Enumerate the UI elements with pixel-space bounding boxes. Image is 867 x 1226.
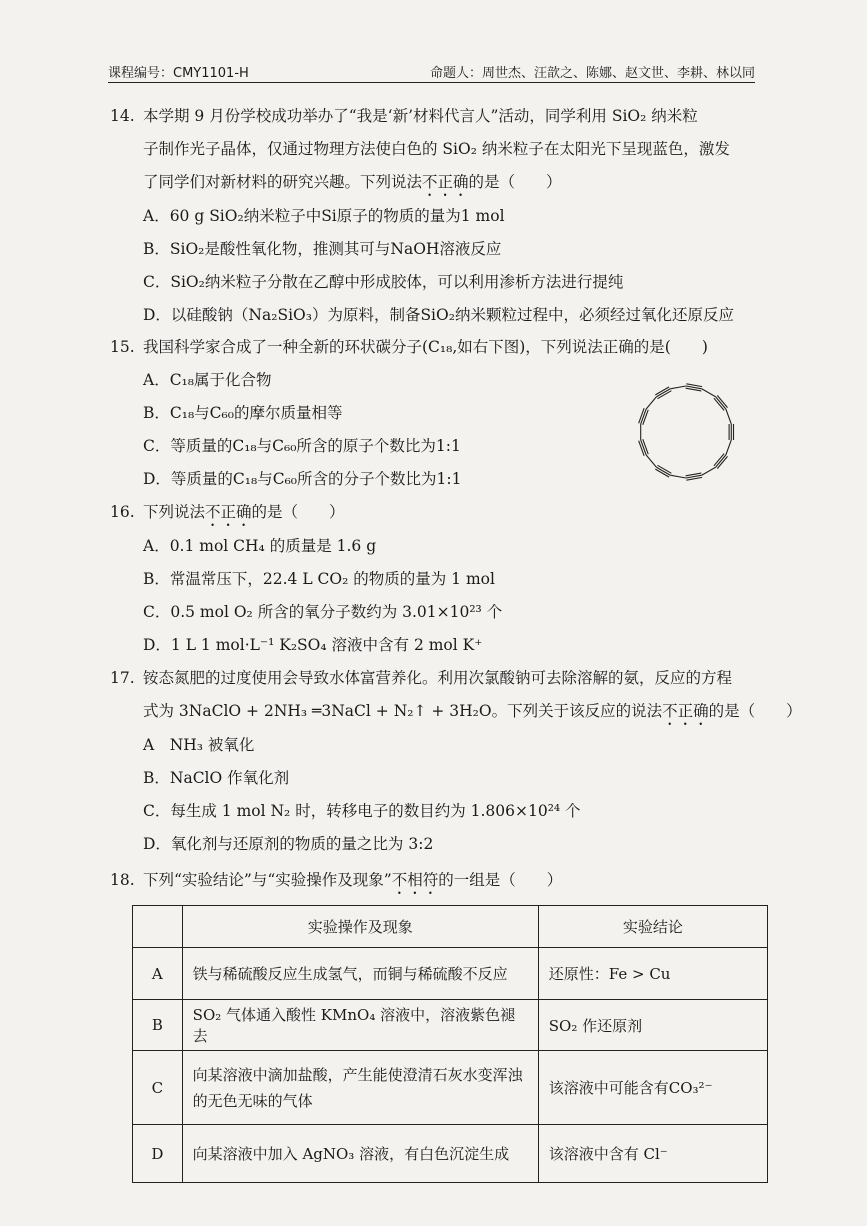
q15-stem: 我国科学家合成了一种全新的环状碳分子(C₁₈,如右下图)，下列说法正确的是( ) [143,338,708,356]
row-label: D [133,1125,183,1183]
emphasis-text: 不正确 [662,702,709,720]
option-b: B．C₁₈与C₆₀的摩尔质量相等 [143,404,343,422]
c18-ring-diagram [632,378,740,486]
table-header-row [133,906,768,948]
q16-stem: 下列说法 [143,503,206,521]
emphasis-text: 不正确 [205,503,252,521]
q17-line2: 式为 3NaClO + 2NH₃ ═3NaCl + N₂↑ + 3H₂O。下列关于该反应的说法 [143,702,663,720]
q14-line1: 本学期 9 月份学校成功举办了“我是‘新’材料代言人”活动，同学利用 SiO₂ 纳米粒 [143,107,698,125]
option-d: D．氧化剂与还原剂的物质的量之比为 3:2 [143,835,434,853]
option-b: B．NaClO 作氧化剂 [143,769,290,787]
option-c: C．每生成 1 mol N₂ 时，转移电子的数目约为 1.806×10²⁴ 个 [143,802,581,820]
question-number: 14. [110,107,135,125]
bond-line [717,456,727,468]
question-14 [110,100,770,332]
answer-blank: 的一组是（ ） [438,871,563,889]
emphasis-text: 不正确 [422,173,469,191]
table-row [133,948,768,1000]
option-d: D．1 L 1 mol·L⁻¹ K₂SO₄ 溶液中含有 2 mol K⁺ [143,636,483,654]
authors: 命题人：周世杰、汪歆之、陈娜、赵文世、李耕、林以同 [429,66,755,81]
course-code: 课程编号：CMY1101-H [108,66,249,81]
table-cell: 该溶液中可能含有CO₃²⁻ [538,1051,767,1125]
bond-line [702,467,716,475]
row-label: C [133,1051,183,1125]
table-cell: 向某溶液中加入 AgNO₃ 溶液，有白色沉淀生成 [182,1125,538,1183]
bond-line [717,395,727,407]
table-row [133,1000,768,1051]
bond-line [670,386,686,389]
option-a: A．60 g SiO₂纳米粒子中Si原子的物质的量为1 mol [143,207,505,225]
question-number: 15. [110,338,135,356]
option-a: A．C₁₈属于化合物 [143,371,272,389]
bond-line [714,398,724,410]
table-row [133,1125,768,1183]
option-d: D．等质量的C₁₈与C₆₀所含的分子个数比为1:1 [143,470,462,488]
table-cell: 该溶液中含有 Cl⁻ [538,1125,767,1183]
row-label: A [133,948,183,1000]
question-number: 17. [110,669,135,687]
bond-line [716,455,726,467]
question-17 [110,662,802,861]
table-header-cell: 实验操作及现象 [182,906,538,948]
bond-line [726,409,731,424]
table-cell: 还原性：Fe > Cu [538,948,767,1000]
emphasis-text: 不相符 [391,871,439,889]
option-c: C．等质量的C₁₈与C₆₀所含的原子个数比为1:1 [143,437,461,455]
option-c: C．SiO₂纳米粒子分散在乙醇中形成胶体，可以利用渗析方法进行提纯 [143,273,624,291]
bond-line [714,454,724,466]
q17-line1: 铵态氮肥的过度使用会导致水体富营养化。利用次氯酸钠可去除溶解的氨，反应的方程 [143,669,733,687]
option-a: A．0.1 mol CH₄ 的质量是 1.6 g [143,537,377,555]
option-a: A NH₃ 被氧化 [143,736,255,754]
answer-blank: 的是（ ） [251,503,345,521]
q18-stem: 下列“实验结论”与“实验操作及现象” [143,871,392,889]
page-header [108,60,755,83]
table-cell: SO₂ 作还原剂 [538,1000,767,1051]
bond-line [670,475,686,478]
table-cell: 铁与稀硫酸反应生成氢气，而铜与稀硫酸不反应 [182,948,538,1000]
table-cell: SO₂ 气体通入酸性 KMnO₄ 溶液中，溶液紫色褪去 [182,1000,538,1051]
table-row [133,1051,768,1125]
option-b: B．SiO₂是酸性氧化物，推测其可与NaOH溶液反应 [143,240,502,258]
table-cell: 向某溶液中滴加盐酸，产生能使澄清石灰水变浑浊的无色无味的气体 [182,1051,538,1125]
question-16 [110,496,770,662]
bond-line [726,440,731,455]
answer-blank: 的是（ ） [468,173,562,191]
option-c: C．0.5 mol O₂ 所含的氧分子数约为 3.01×10²³ 个 [143,603,503,621]
row-label: B [133,1000,183,1051]
q14-line2: 子制作光子晶体，仅通过物理方法使白色的 SiO₂ 纳米粒子在太阳光下呈现蓝色，激发 [143,140,730,158]
bond-line [716,397,726,409]
table-header-cell: 实验结论 [538,906,767,948]
question-number: 18. [110,871,135,889]
experiment-table [132,905,768,1183]
option-d: D．以硅酸钠（Na₂SiO₃）为原料，制备SiO₂纳米颗粒过程中，必须经过氧化还原反应 [143,306,734,324]
answer-blank: 的是（ ） [708,702,802,720]
question-number: 16. [110,503,135,521]
q14-line3: 了同学们对新材料的研究兴趣。下列说法 [143,173,423,191]
table-header-cell [133,906,183,948]
bond-line [702,389,716,397]
bond-line [646,455,656,467]
bond-line [646,397,656,409]
option-b: B．常温常压下，22.4 L CO₂ 的物质的量为 1 mol [143,570,495,588]
question-18 [110,864,770,898]
